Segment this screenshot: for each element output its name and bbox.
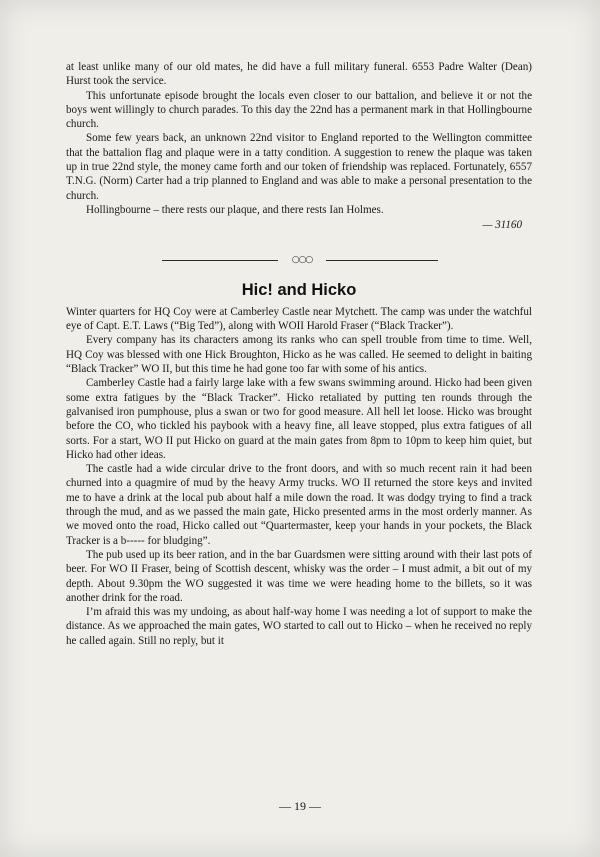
- paragraph: Hollingbourne – there rests our plaque, and there rests Ian Holmes.: [86, 203, 384, 216]
- paragraph: Some few years back, an unknown 22nd visitor to England reported to the Wellington committee that the battalion flag and plaque were in a tatty condition. A suggestion to renew the plaque was taken up in true 22nd style, the money came forth and our token of friendship was replaced. Fortunately, 6557 T.N.G. (Norm) Carter had a trip planned to England and was able to make a personal presentation to the church.: [66, 132, 532, 202]
- paragraph: Winter quarters for HQ Coy were at Camberley Castle near Mytchett. The camp was under the watchful eye of Capt. E.T. Laws (“Big Ted”), along with WOII Harold Fraser (“Black Tracker”).: [66, 305, 532, 333]
- divider-line-left: [162, 260, 278, 261]
- paragraph: Every company has its characters among its ranks who can spell trouble from time to time. Well, HQ Coy was blessed with one Hick Broughton, Hicko as he was called. He seemed to delight in baiting “Black Tracker” WO II, but this time he had gone too far with some of his antics.: [66, 334, 532, 376]
- paragraph: at least unlike many of our old mates, he did have a full military funeral. 6553 Padre Walter (Dean) Hurst took the service.: [66, 61, 532, 88]
- paragraph: This unfortunate episode brought the locals even closer to our battalion, and believe it or not the boys went willingly to church parades. To this day the 22nd has a permanent mark in that Hollingbourne church.: [66, 89, 532, 131]
- section-heading: Hic! and Hicko: [241, 280, 357, 299]
- body-text: [66, 60, 532, 648]
- section-divider: [66, 251, 532, 271]
- paragraph: Camberley Castle had a fairly large lake with a few swans swimming around. Hicko had been given some extra fatigues by the “Black Tracker”. Hicko retaliated by putting ten rounds through the galvanised iron pumphouse, plus a swan or two for good measure. All hell let loose. Hicko was brought before the CO, who tickled his paybook with a heavy fine, all leave stopped, plus extra fatigues of all sorts. For a start, WO II put Hicko on guard at the main gates from 8pm to 10pm to keep him quiet, but Hicko had other ideas.: [66, 377, 532, 461]
- paragraph: The pub used up its beer ration, and in the bar Guardsmen were sitting around with their last pots of beer. For WO II Fraser, being of Scottish descent, whisky was the order – I must admit, a bit out of my depth. About 9.30pm the WO suggested it was time we were heading home to the billets, so it was another drink for the road.: [66, 548, 532, 604]
- author-signature: — 31160: [482, 219, 522, 232]
- paragraph: The castle had a wide circular drive to the front doors, and with so much recent rain it had been churned into a quagmire of mud by the heavy Army trucks. WO II returned the store keys and invited me to have a drink at the local pub about half a mile down the road. It was dodgy trying to find a track through the mud, and as we passed the main gate, Hicko presented arms in the most orderly manner. As we moved onto the road, Hicko called out “Quartermaster, keep your hands in your pockets, the Black Tracker is a b----- for bludging”.: [66, 463, 532, 547]
- divider-ornament: ○○○: [291, 254, 313, 265]
- divider-line-right: [326, 260, 438, 261]
- paragraph: I’m afraid this was my undoing, as about half-way home I was needing a lot of support to make the distance. As we approached the main gates, WO started to call out to Hicko – when he received no reply he called again. Still no reply, but it: [66, 606, 532, 647]
- page-number: — 19 —: [279, 799, 321, 813]
